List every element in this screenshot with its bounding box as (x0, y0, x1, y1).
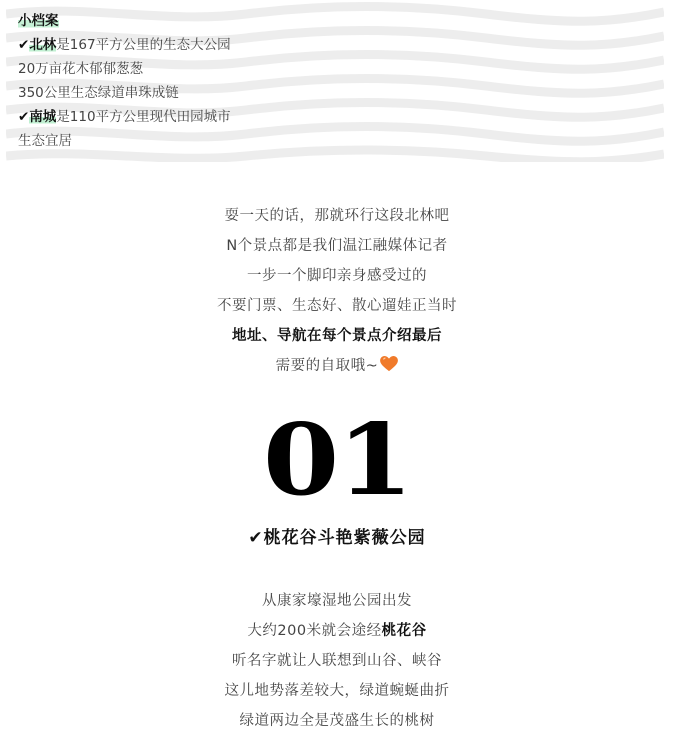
profile-line-livable: 生态宜居 (18, 133, 72, 149)
profile-line-greenway: 350公里生态绿道串珠成链 (18, 85, 179, 101)
intro-line: 不要门票、生态好、散心遛娃正当时 (217, 298, 457, 314)
description-text: 大约200米就会途经 (247, 623, 382, 639)
beilin-name: 北林 (29, 37, 57, 53)
section-title-text: 桃花谷斗艳紫薇公园 (263, 528, 426, 548)
section-number: 01 (262, 403, 412, 518)
beilin-text: 是167平方公里的生态大公园 (56, 37, 231, 53)
check-mark-icon: ✔ (18, 37, 30, 53)
check-mark-icon: ✔ (18, 109, 30, 125)
nancheng-text: 是110平方公里现代田园城市 (56, 109, 231, 125)
intro-line: 一步一个脚印亲身感受过的 (247, 268, 427, 284)
intro-line: 耍一天的话，那就环行这段北林吧 (224, 208, 450, 224)
check-mark-icon: ✔ (248, 528, 264, 548)
description-line: 这儿地势落差较大，绿道蜿蜒曲折 (224, 683, 450, 699)
description-line (0, 616, 674, 646)
intro-paragraph (0, 201, 674, 381)
orange-heart-icon (380, 356, 398, 372)
description-line: 听名字就让人联想到山谷、峡谷 (232, 653, 442, 669)
profile-line-nancheng (18, 105, 231, 129)
intro-last-text: 需要的自取哦~ (275, 358, 379, 374)
intro-line-address-note: 地址、导航在每个景点介绍最后 (232, 328, 442, 344)
description-paragraph (0, 586, 674, 736)
profile-title: 小档案 (18, 13, 59, 29)
profile-title-line (18, 9, 231, 33)
description-line: 绿道两边全是茂盛生长的桃树 (239, 713, 435, 729)
profile-list (18, 9, 231, 153)
intro-line-last (0, 351, 674, 381)
description-line: 从康家壕湿地公园出发 (262, 593, 412, 609)
profile-card (6, 0, 664, 162)
profile-line-beilin (18, 33, 231, 57)
section-title (0, 524, 674, 552)
nancheng-name: 南城 (29, 109, 57, 125)
intro-line: N个景点都是我们温江融媒体记者 (226, 238, 448, 254)
peach-valley-name: 桃花谷 (381, 623, 427, 639)
profile-line-trees: 20万亩花木郁郁葱葱 (18, 61, 144, 77)
